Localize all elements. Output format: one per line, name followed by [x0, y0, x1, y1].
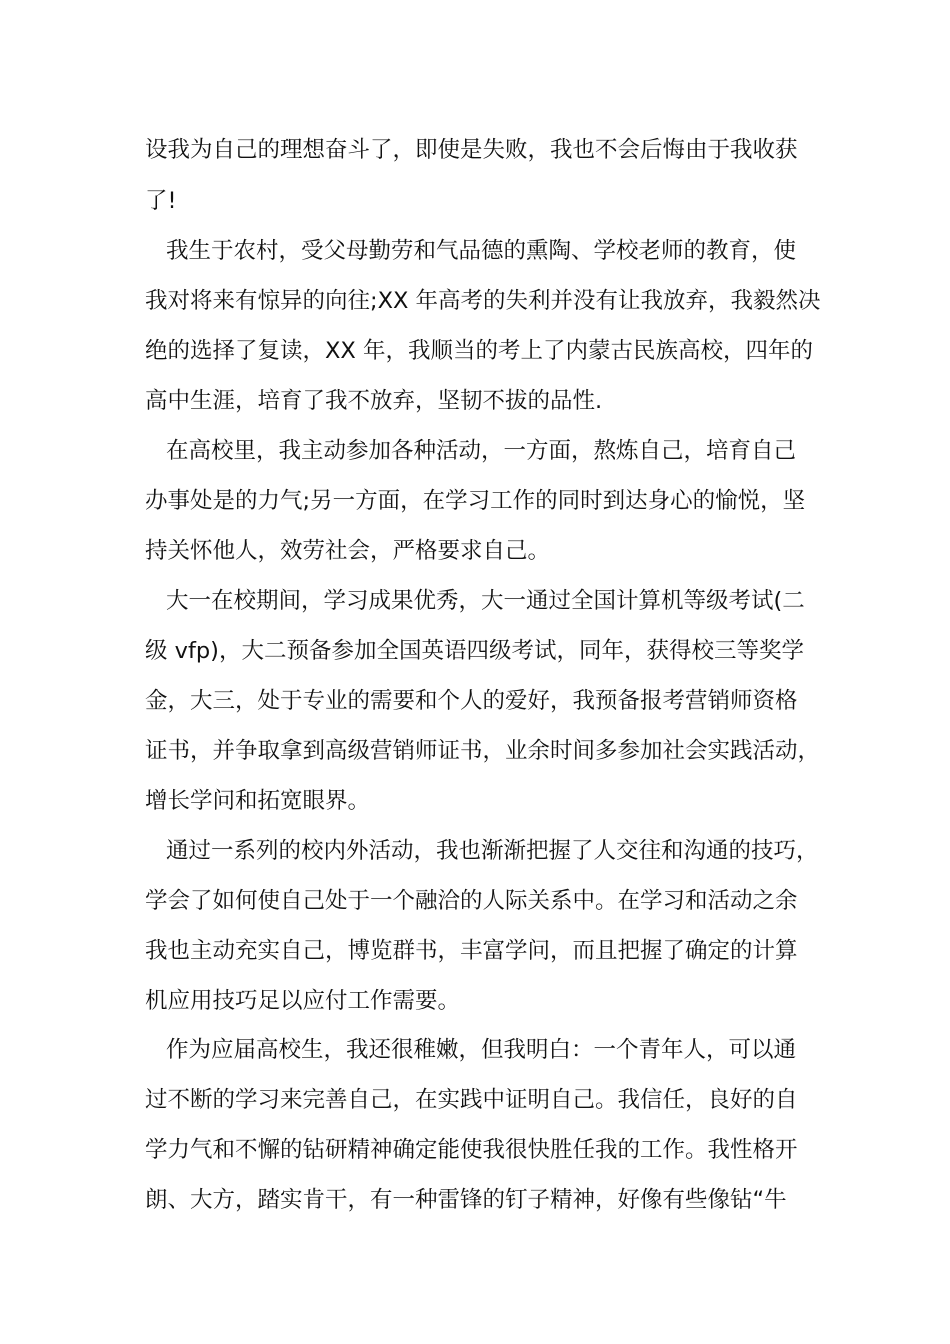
paragraph-first-line: 通过一系列的校内外活动，我也渐渐把握了人交往和沟通的技巧，: [166, 838, 819, 864]
paragraph-first-line: 大一在校期间，学习成果优秀，大一通过全国计算机等级考试(二: [166, 588, 805, 614]
text-line: 设我为自己的理想奋斗了，即使是失败，我也不会后悔由于我收获: [145, 137, 798, 163]
text-line: 证书，并争取拿到高级营销师证书，业余时间多参加社会实践活动，: [145, 738, 821, 764]
text-line: 高中生涯，培育了我不放弃，坚韧不拔的品性.: [145, 388, 603, 414]
text-line: 我也主动充实自己，博览群书，丰富学问，而且把握了确定的计算: [145, 938, 798, 964]
text-line: 机应用技巧足以应付工作需要。: [145, 988, 461, 1014]
paragraph-first-line: 在高校里，我主动参加各种活动，一方面，熬炼自己，培育自己: [166, 438, 797, 464]
text-line: 办事处是的力气;另一方面，在学习工作的同时到达身心的愉悦，坚: [145, 488, 806, 514]
text-line: 持关怀他人，效劳社会，严格要求自己。: [145, 538, 551, 564]
text-line: 级 vfp)，大二预备参加全国英语四级考试，同年，获得校三等奖学: [145, 638, 804, 664]
text-line: 过不断的学习来完善自己，在实践中证明自己。我信任，良好的自: [145, 1087, 798, 1113]
text-line: 学会了如何使自己处于一个融洽的人际关系中。在学习和活动之余: [145, 888, 798, 914]
text-line: 我对将来有惊异的向往;XX 年高考的失利并没有让我放弃，我毅然决: [145, 288, 821, 314]
paragraph-first-line: 作为应届高校生，我还很稚嫩，但我明白：一个青年人，可以通: [166, 1037, 797, 1063]
text-line: 了!: [145, 188, 177, 214]
text-line: 增长学问和拓宽眼界。: [145, 788, 371, 814]
paragraph-first-line: 我生于农村，受父母勤劳和气品德的熏陶、学校老师的教育，使: [166, 238, 797, 264]
text-line: 朗、大方，踏实肯干，有一种雷锋的钉子精神，好像有些像钻“牛: [145, 1187, 787, 1213]
text-line: 绝的选择了复读，XX 年，我顺当的考上了内蒙古民族高校，四年的: [145, 338, 813, 364]
text-line: 学力气和不懈的钻研精神确定能使我很快胜任我的工作。我性格开: [145, 1137, 798, 1163]
text-line: 金，大三，处于专业的需要和个人的爱好，我预备报考营销师资格: [145, 688, 798, 714]
